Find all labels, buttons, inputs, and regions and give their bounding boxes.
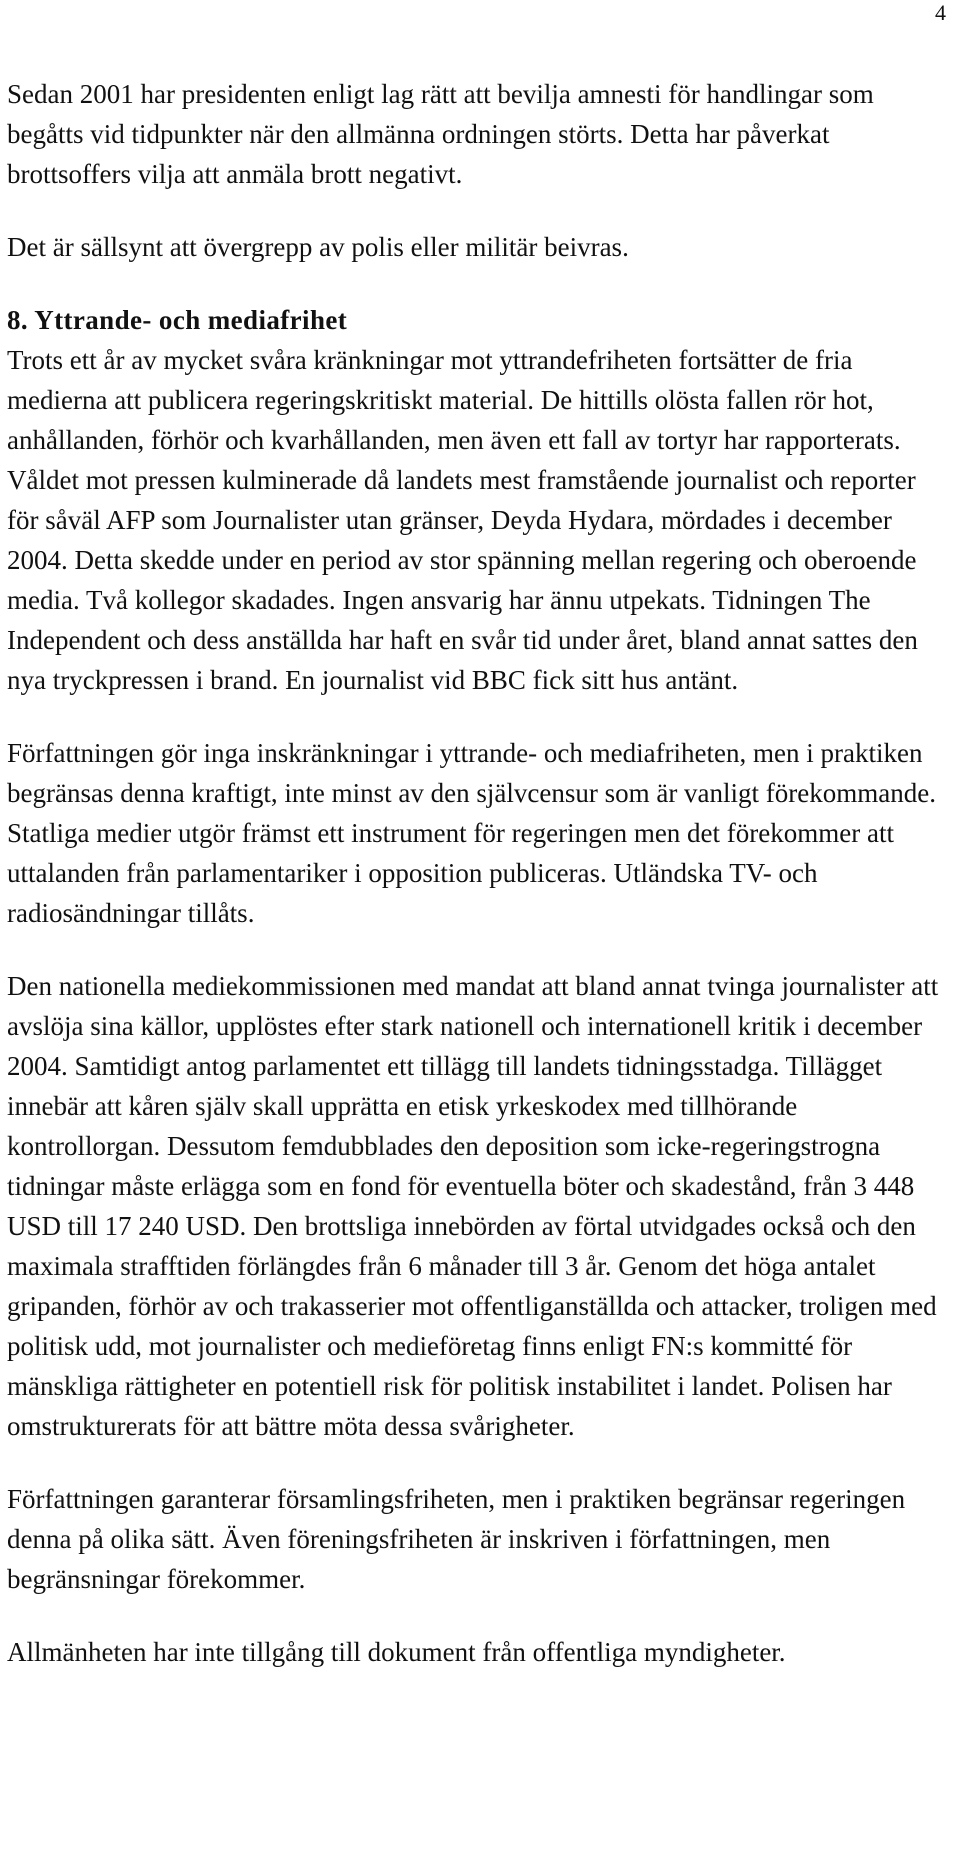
paragraph-document-access: Allmänheten har inte tillgång till dokument från offentliga myndigheter. [7, 1637, 786, 1667]
paragraph-media-commission: Den nationella mediekommissionen med mandat att bland annat tvinga journalister att avslöja sina källor, upplöstes efter stark nationell och internationell kritik i december 2004. Samtidigt antog parlamentet ett tillägg till landets tidningsstadga. Tillägget innebär att kåren själv skall upprätta en etisk yrkeskodex med tillhörande kontrollorgan. Dessutom femdubblades den deposition som icke-regeringstrogna tidningar måste erlägga som en fond för eventuella böter och skadestånd, från 3 448 USD till 17 240 USD. Den brottsliga innebörden av förtal utvidgades också och den maximala strafftiden förlängdes från 6 månader till 3 år. Genom det höga antalet gripanden, förhör av och trakasserier mot offentliganställda och attacker, troligen med politisk udd, mot journalister och medieföretag finns enligt FN:s kommitté för mänskliga rättigheter en potentiell risk för politisk instabilitet i landet. Polisen har omstrukturerats för att bättre möta dessa svårigheter. [7, 971, 939, 1441]
paragraph-amnesty: Sedan 2001 har presidenten enligt lag rätt att bevilja amnesti för handlingar som begåtts vid tidpunkter när den allmänna ordningen störts. Detta har påverkat brottsoffers vilja att anmäla brott negativt. [7, 79, 874, 189]
page-number: 4 [935, 0, 946, 25]
paragraph-police-military: Det är sällsynt att övergrepp av polis eller militär beivras. [7, 232, 629, 262]
document-body [7, 74, 953, 1672]
paragraph-press-violations: Trots ett år av mycket svåra kränkningar mot yttrandefriheten fortsätter de fria medierna att publicera regeringskritiskt material. De hittills olösta fallen rör hot, anhållanden, förhör och kvarhållanden, men även ett fall av tortyr har rapporterats. Våldet mot pressen kulminerade då landets mest framstående journalist och reporter för såväl AFP som Journalister utan gränser, Deyda Hydara, mördades i december 2004. Detta skedde under en period av stor spänning mellan regering och oberoende media. Två kollegor skadades. Ingen ansvarig har ännu utpekats. Tidningen The Independent och dess anställda har haft en svår tid under året, bland annat sattes den nya tryckpressen i brand. En journalist vid BBC fick sitt hus antänt. [7, 345, 918, 695]
paragraph-assembly-freedom: Författningen garanterar församlingsfriheten, men i praktiken begränsar regeringen denna på olika sätt. Även föreningsfriheten är inskriven i författningen, men begränsningar förekommer. [7, 1484, 906, 1594]
section-heading-media-freedom: 8. Yttrande- och mediafrihet [7, 305, 348, 335]
paragraph-constitution-media: Författningen gör inga inskränkningar i yttrande- och mediafriheten, men i praktiken begränsas denna kraftigt, inte minst av den självcensur som är vanligt förekommande. Statliga medier utgör främst ett instrument för regeringen men det förekommer att uttalanden från parlamentariker i opposition publiceras. Utländska TV- och radiosändningar tillåts. [7, 738, 936, 928]
